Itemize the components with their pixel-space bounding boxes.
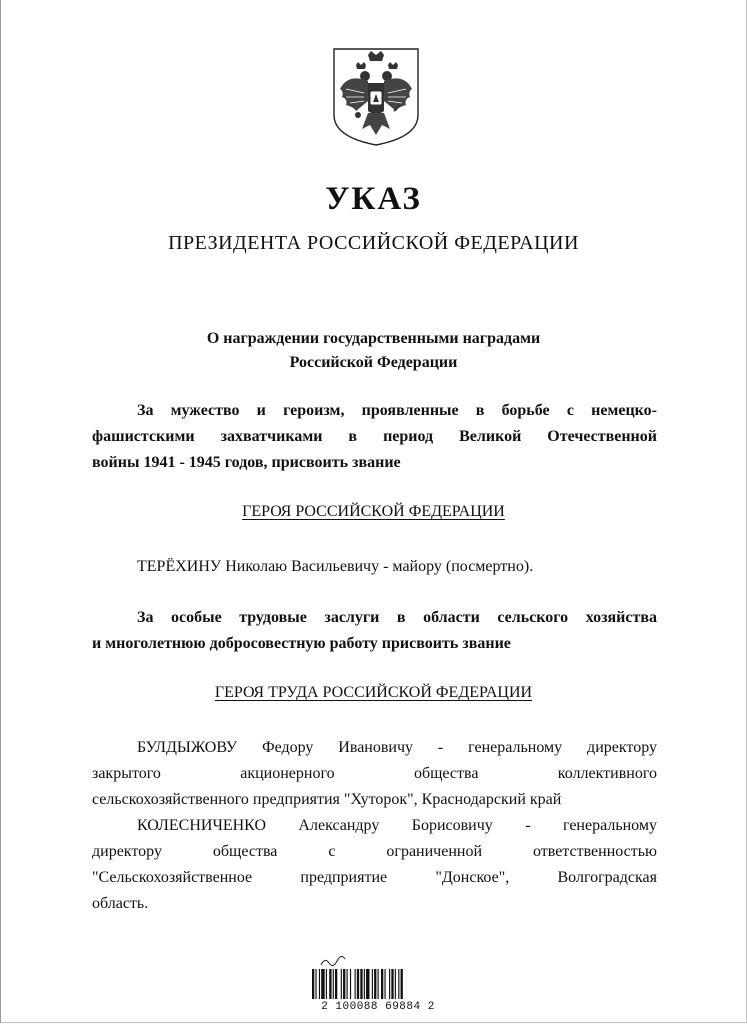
recipient-line: директору общества с ограниченной ответственностью [92, 843, 657, 860]
recipient-line: сельскохозяйственного предприятия "Хуторок", Краснодарский край [92, 791, 562, 808]
barcode [308, 955, 448, 1017]
recipient-line: область. [92, 895, 149, 912]
document-title: УКАЗ [325, 181, 422, 217]
barcode-number: 2 100088 69884 2 [321, 1001, 435, 1013]
section1-recipient [92, 554, 657, 580]
recipient-line: закрытого акционерного общества коллективного [92, 765, 657, 782]
section1-intro [92, 398, 657, 476]
recipient-line: БУЛДЫЖОВУ Федору Ивановичу - генеральному директору [137, 739, 657, 756]
section1-intro-line: войны 1941 - 1945 годов, присвоить звание [92, 454, 401, 471]
recipient-line: КОЛЕСНИЧЕНКО Александру Борисовичу - генеральному [137, 817, 657, 834]
document-subtitle: ПРЕЗИДЕНТА РОССИЙСКОЙ ФЕДЕРАЦИИ [168, 232, 579, 254]
subject-line-1: О награждении государственными наградами [206, 330, 541, 347]
russian-coat-of-arms-icon [328, 45, 424, 149]
recipient-line: ТЕРЁХИНУ Николаю Васильевичу - майору (посмертно). [137, 558, 534, 575]
barcode-icon [308, 969, 448, 999]
recipient-line: "Сельскохозяйственное предприятие "Донское", Волгоградская [92, 869, 657, 886]
award-title-hero-of-labour: ГЕРОЯ ТРУДА РОССИЙСКОЙ ФЕДЕРАЦИИ [214, 684, 533, 701]
signature-mark-icon [320, 955, 346, 967]
section2-intro [92, 605, 657, 657]
award-title-hero-rf: ГЕРОЯ РОССИЙСКОЙ ФЕДЕРАЦИИ [242, 503, 505, 520]
section1-intro-line: фашистскими захватчиками в период Великой Отечественной [92, 428, 657, 445]
section2-recipient-1 [92, 735, 657, 813]
section1-intro-line: За мужество и героизм, проявленные в борьбе с немецко- [137, 402, 657, 419]
document-subject [0, 327, 747, 375]
section2-recipient-2 [92, 813, 657, 917]
section2-intro-line: и многолетнюю добросовестную работу присвоить звание [92, 635, 511, 652]
subject-line-2: Российской Федерации [289, 354, 458, 371]
section2-intro-line: За особые трудовые заслуги в области сельского хозяйства [137, 609, 657, 626]
